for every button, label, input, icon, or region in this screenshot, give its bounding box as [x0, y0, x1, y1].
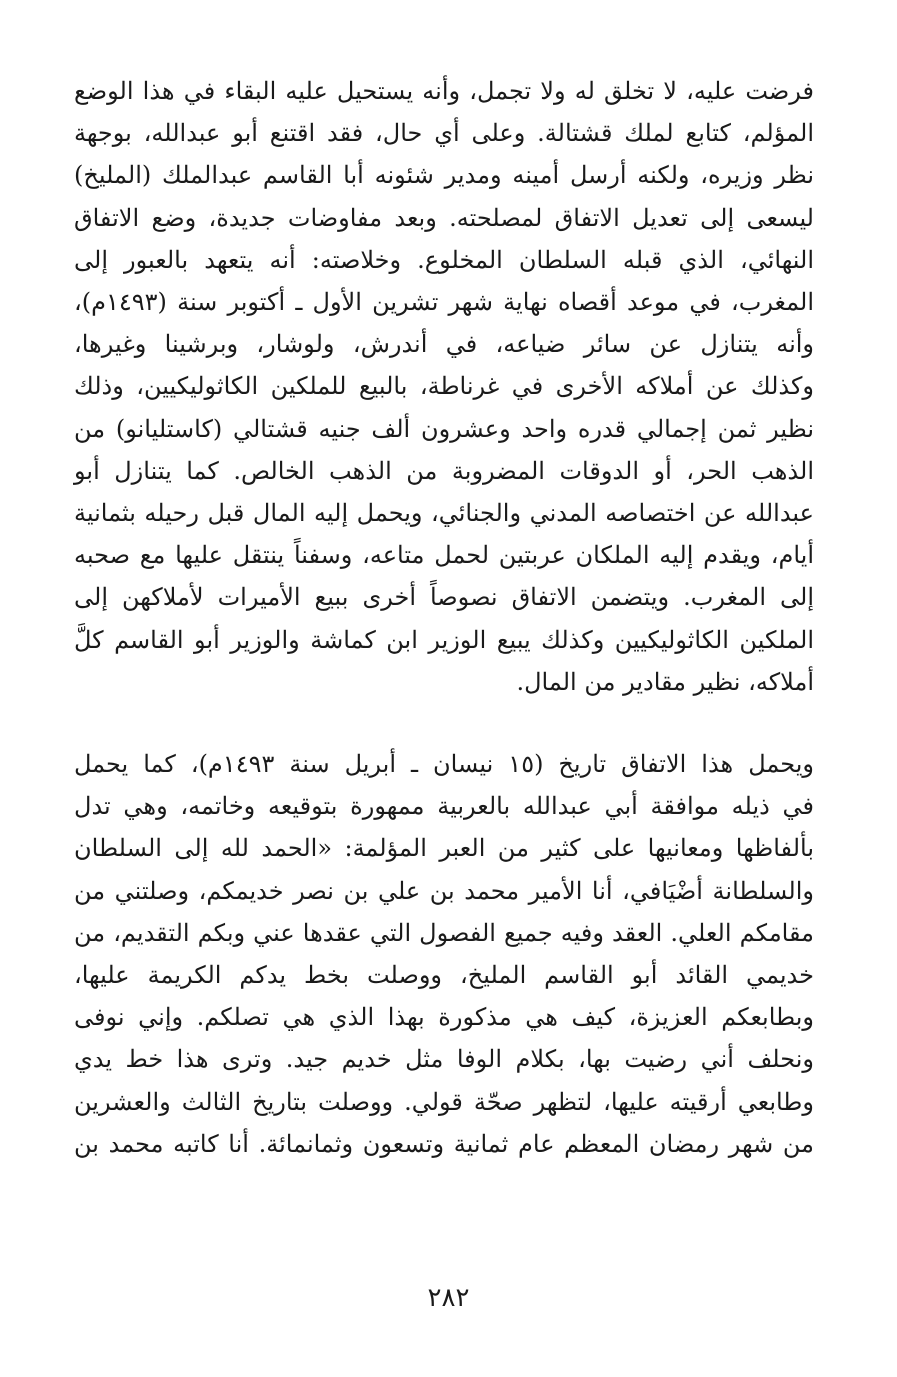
text-line: ليسعى إلى تعديل الاتفاق لمصلحته. وبعد مفاوضات جديدة، وضع الاتفاق	[74, 203, 814, 232]
text-line: في ذيله موافقة أبي عبدالله بالعربية ممهورة بتوقيعه وخاتمه، وهي تدل	[74, 792, 814, 821]
text-line: خديمي القائد أبو القاسم المليخ، ووصلت بخط يدكم الكريمة عليها،	[74, 961, 814, 990]
text-line: المغرب، في موعد أقصاه نهاية شهر تشرين الأول ـ أكتوبر سنة (١٤٩٣م)،	[74, 288, 814, 317]
text-line: وأنه يتنازل عن سائر ضياعه، في أندرش، ولوشار، وبرشينا وغيرها،	[74, 330, 815, 359]
text-line: المؤلم، كتابع لملك قشتالة. وعلى أي حال، فقد اقتنع أبو عبدالله، بوجهة	[74, 119, 814, 148]
text-line: نظير ثمن إجمالي قدره واحد وعشرون ألف جنيه قشتالي (كاستليانو) من	[74, 414, 814, 443]
text-line: بألفاظها ومعانيها على كثير من العبر المؤلمة: «الحمد لله إلى السلطان	[74, 834, 814, 863]
text-line: عبدالله عن اختصاصه المدني والجنائي، ويحمل إليه المال قبل رحيله بثمانية	[74, 499, 814, 528]
text-line: وكذلك عن أملاكه الأخرى في غرناطة، بالبيع للملكين الكاثوليكيين، وذلك	[74, 372, 814, 401]
text-line: والسلطانة أضْيَافي، أنا الأمير محمد بن علي بن نصر خديمكم، وصلتني من	[74, 876, 814, 905]
text-line: الذهب الحر، أو الدوقات المضروبة من الذهب الخالص. كما يتنازل أبو	[74, 456, 814, 485]
page-number: ٢٨٢	[427, 1283, 470, 1313]
text-line: مقامكم العلي. العقد وفيه جميع الفصول التي عقدها عني وبكم التقديم، من	[74, 918, 814, 947]
text-line: فرضت عليه، لا تخلق له ولا تجمل، وأنه يستحيل عليه البقاء في هذا الوضع	[74, 77, 814, 105]
page-body	[74, 70, 814, 1165]
text-line: ويحمل هذا الاتفاق تاريخ (١٥ نيسان ـ أبريل سنة ١٤٩٣م)، كما يحمل	[74, 750, 815, 779]
text-line: نظر وزيره، ولكنه أرسل أمينه ومدير شئونه أبا القاسم عبدالملك (المليخ)	[74, 161, 814, 190]
text-line: الملكين الكاثوليكيين وكذلك يبيع الوزير ابن كماشة والوزير أبو القاسم كلَّ	[74, 625, 814, 654]
text-line: وبطابعكم العزيزة، كيف هي مذكورة بهذا الذي هي تصلكم. وإني نوفى	[74, 1003, 814, 1032]
text-line: ونحلف أني رضيت بها، بكلام الوفا مثل خديم جيد. وترى هذا خط يدي	[74, 1045, 814, 1074]
text-line: وطابعي أرقيته عليها، لتظهر صحّة قولي. ووصلت بتاريخ الثالث والعشرين	[74, 1087, 814, 1116]
paragraph-1	[74, 70, 814, 703]
text-line: إلى المغرب. ويتضمن الاتفاق نصوصاً أخرى ببيع الأميرات لأملاكهن إلى	[74, 583, 815, 612]
text-line: من شهر رمضان المعظم عام ثمانية وتسعون وثمانمائة. أنا كاتبه محمد بن	[74, 1129, 814, 1158]
text-line: النهائي، الذي قبله السلطان المخلوع. وخلاصته: أنه يتعهد بالعبور إلى	[74, 245, 814, 274]
paragraph-2	[74, 743, 814, 1165]
text-line: أملاكه، نظير مقادير من المال.	[516, 667, 814, 696]
text-line: أيام، ويقدم إليه الملكان عربتين لحمل متاعه، وسفناً ينتقل عليها مع صحبه	[74, 541, 814, 570]
